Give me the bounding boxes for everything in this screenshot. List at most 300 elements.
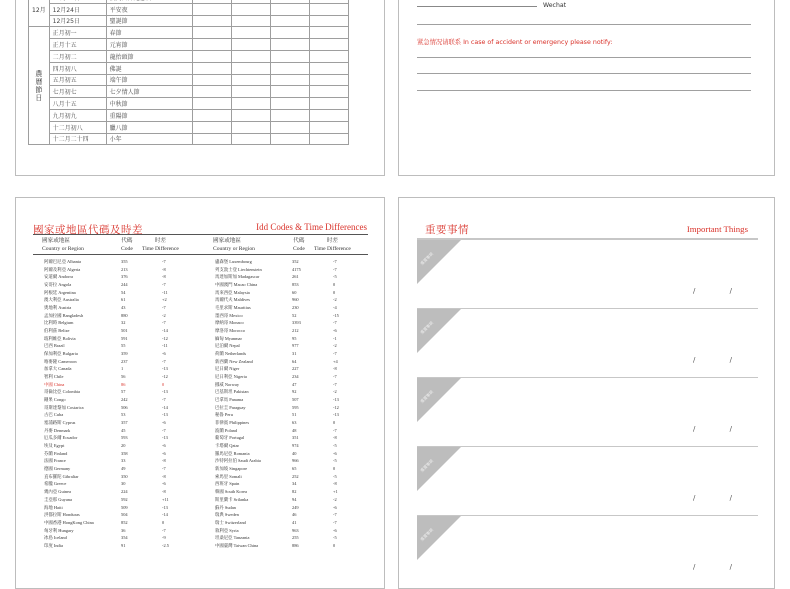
holiday-name: 龍抬頭節 <box>106 50 192 62</box>
idd-time: -2.5 <box>162 542 169 548</box>
blank-cell <box>231 86 270 98</box>
important-title-en: Important Things <box>686 224 748 234</box>
idd-country: 法國 France <box>44 458 66 464</box>
idd-row <box>215 419 375 427</box>
blank-cell <box>192 27 231 39</box>
idd-time: -7 <box>333 374 337 380</box>
idd-time: -7 <box>162 305 166 311</box>
idd-row <box>44 542 204 550</box>
idd-time: -7 <box>162 259 166 264</box>
blank-cell <box>231 3 270 15</box>
idd-country: 菲律賓 Philippines <box>215 420 250 426</box>
idd-time: +4 <box>333 358 338 364</box>
blank-cell <box>192 74 231 86</box>
idd-row <box>215 511 375 519</box>
idd-country: 匈牙利 Hungary <box>44 527 74 533</box>
idd-row <box>215 289 375 297</box>
idd-time: -6 <box>333 527 337 533</box>
idd-time: 0 <box>333 542 336 548</box>
blank-cell <box>231 50 270 62</box>
idd-code: 51 <box>292 412 297 418</box>
idd-time: -7 <box>162 320 166 326</box>
head-country-right: 國家或地區 Country or Region <box>213 238 255 252</box>
head-code: 代碼 Code <box>121 238 133 252</box>
idd-row <box>215 488 375 496</box>
idd-code: 974 <box>292 443 299 449</box>
idd-country: 索馬里 Somali <box>215 473 242 479</box>
idd-row <box>215 473 375 481</box>
idd-country: 智利 Chile <box>44 374 64 380</box>
idd-time: -7 <box>333 512 337 518</box>
idd-row <box>44 304 204 312</box>
idd-time: -7 <box>162 427 166 433</box>
idd-code: 40 <box>292 450 297 456</box>
header-rule <box>33 254 368 255</box>
idd-time: -2 <box>333 389 337 395</box>
idd-row <box>44 404 204 412</box>
idd-country: 安道爾 Andorra <box>44 274 73 280</box>
idd-code: 56 <box>121 374 126 380</box>
idd-country: 秘魯 Peru <box>215 412 233 418</box>
blank-cell <box>231 62 270 74</box>
idd-row <box>44 381 204 389</box>
idd-row <box>44 335 204 343</box>
holiday-name: 七夕情人節 <box>106 86 192 98</box>
idd-country: 緬甸 Myanmar <box>215 335 242 341</box>
idd-code: 82 <box>292 489 297 495</box>
date-slashes: / / <box>693 356 748 364</box>
title-rule <box>33 234 368 235</box>
idd-time: -6 <box>162 450 166 456</box>
idd-country: 韓國 South Korea <box>215 489 247 495</box>
blank-cell <box>270 121 309 133</box>
idd-time: -7 <box>162 397 166 403</box>
idd-time: -8 <box>333 435 337 441</box>
idd-time: -5 <box>333 274 337 280</box>
idd-time: -5 <box>333 458 337 464</box>
idd-code: 213 <box>121 266 128 272</box>
idd-time: -6 <box>333 450 337 456</box>
write-line[interactable] <box>417 24 751 25</box>
blank-cell <box>270 98 309 110</box>
blank-cell <box>231 121 270 133</box>
idd-country: 德國 Germany <box>44 466 71 472</box>
holiday-date: 正月初一 <box>49 27 106 39</box>
head-time: 时差 Time Difference <box>142 238 179 252</box>
idd-row <box>44 411 204 419</box>
idd-code: 54 <box>121 289 126 295</box>
idd-code: 351 <box>292 435 299 441</box>
date-slashes: / / <box>693 494 748 502</box>
idd-country: 阿爾巴尼亞 Albania <box>44 259 81 264</box>
idd-row <box>215 381 375 389</box>
idd-row <box>44 289 204 297</box>
idd-row <box>44 266 204 274</box>
idd-country: 希臘 Greece <box>44 481 67 487</box>
idd-country: 哥倫比亞 Colombia <box>44 389 80 395</box>
idd-row <box>215 396 375 404</box>
idd-row <box>215 465 375 473</box>
idd-time: -14 <box>162 404 168 410</box>
idd-code: 86 <box>121 381 126 387</box>
idd-country: 葡萄牙 Portugal <box>215 435 245 441</box>
idd-country: 海地 Haiti <box>44 504 63 510</box>
blank-cell <box>309 27 348 39</box>
date-slashes: / / <box>693 425 748 433</box>
idd-row <box>44 373 204 381</box>
idd-code: 4175 <box>292 266 301 272</box>
idd-time: -6 <box>162 420 166 426</box>
idd-row <box>215 427 375 435</box>
idd-country: 哥斯達黎加 Costarica <box>44 404 84 410</box>
idd-code: 33 <box>121 458 126 464</box>
blank-cell <box>192 109 231 121</box>
idd-row <box>44 442 204 450</box>
important-title-cn: 重要事情 <box>425 224 469 236</box>
holiday-row <box>29 15 349 27</box>
emergency-title: 紧急情况请联系 In case of accident or emergency please notify: <box>417 39 613 46</box>
idd-country: 新加坡 Singapore <box>215 466 248 472</box>
idd-code: 354 <box>121 535 128 541</box>
idd-row <box>44 319 204 327</box>
idd-country: 剛果 Congo <box>44 397 66 403</box>
month-cell: 12月 <box>29 3 50 15</box>
blank-cell <box>231 74 270 86</box>
idd-time: -13 <box>162 412 168 418</box>
idd-code: 350 <box>121 473 128 479</box>
idd-code: 960 <box>292 297 299 303</box>
idd-code: 212 <box>292 328 299 334</box>
idd-time: +2 <box>162 297 167 303</box>
idd-time: -14 <box>162 512 168 518</box>
idd-code: 507 <box>292 397 299 403</box>
idd-country: 馬爾代夫 Maldives <box>215 297 251 303</box>
idd-code: 852 <box>121 519 128 525</box>
idd-country: 羅馬尼亞 Romania <box>215 450 250 456</box>
idd-code: 95 <box>292 335 297 341</box>
idd-row <box>44 496 204 504</box>
ribbon-label: 重要事項 <box>419 389 435 405</box>
idd-time: -7 <box>333 259 337 264</box>
idd-country: 新西蘭 New Zealand <box>215 358 253 364</box>
idd-code: 57 <box>121 389 126 395</box>
idd-code: 376 <box>121 274 128 280</box>
idd-country: 孟加拉國 Bangladesh <box>44 312 84 318</box>
idd-time: -11 <box>162 343 168 349</box>
important-entry-box[interactable] <box>417 446 758 515</box>
idd-country: 塞浦路斯 Cyprus <box>44 420 76 426</box>
idd-country: 西班牙 Spain <box>215 481 240 487</box>
idd-row <box>44 427 204 435</box>
idd-code: 34 <box>292 481 297 487</box>
idd-code: 593 <box>121 435 128 441</box>
idd-code: 352 <box>292 259 299 264</box>
idd-country: 保加利亞 Bulgaria <box>44 351 78 357</box>
idd-list-right <box>215 258 375 550</box>
idd-time: -6 <box>162 443 166 449</box>
idd-time: -2 <box>333 343 337 349</box>
idd-time: -7 <box>333 351 337 357</box>
idd-time: -12 <box>162 335 168 341</box>
idd-country: 卡塔爾 Qatar <box>215 443 240 449</box>
blank-cell <box>270 62 309 74</box>
idd-code: 48 <box>292 427 297 433</box>
idd-country: 加拿大 Canada <box>44 366 72 372</box>
idd-row <box>215 496 375 504</box>
idd-country: 挪威 Norway <box>215 381 240 387</box>
holiday-name: 聖誕節 <box>106 15 192 27</box>
idd-code: 853 <box>292 282 299 288</box>
idd-country: 伯利茲 Belize <box>44 328 70 334</box>
idd-time: -12 <box>333 404 339 410</box>
holiday-date: 正月十五 <box>49 39 106 51</box>
idd-code: 234 <box>292 374 299 380</box>
idd-title-en: Idd Codes & Time Differences <box>256 222 367 232</box>
idd-country: 盧森堡 Luxembourg <box>215 259 252 264</box>
blank-cell <box>231 27 270 39</box>
idd-code: 52 <box>292 312 297 318</box>
write-line[interactable] <box>417 90 751 91</box>
idd-row <box>44 504 204 512</box>
idd-country: 澳大利亞 Australia <box>44 297 79 303</box>
idd-country: 阿爾及利亞 Algeria <box>44 266 81 272</box>
idd-country: 坦桑尼亞 Tanzania <box>215 535 250 541</box>
idd-row <box>215 519 375 527</box>
idd-row <box>44 388 204 396</box>
idd-time: 0 <box>333 282 336 288</box>
idd-code: 65 <box>292 466 297 472</box>
holiday-name: 平安夜 <box>106 3 192 15</box>
date-slashes: / / <box>693 563 748 571</box>
blank-cell <box>309 98 348 110</box>
idd-time: -13 <box>162 366 168 372</box>
blank-cell <box>309 3 348 15</box>
idd-code: 49 <box>121 466 126 472</box>
idd-country: 冰島 Iceland <box>44 535 67 541</box>
holiday-name: 小年 <box>106 133 192 145</box>
holiday-row <box>29 109 349 121</box>
idd-time: -11 <box>162 289 168 295</box>
idd-row <box>215 365 375 373</box>
idd-row <box>215 411 375 419</box>
idd-row <box>215 304 375 312</box>
idd-row <box>215 442 375 450</box>
idd-row <box>44 281 204 289</box>
idd-row <box>44 473 204 481</box>
idd-row <box>215 266 375 274</box>
idd-time: -8 <box>162 274 166 280</box>
idd-code: 47 <box>292 381 297 387</box>
idd-row <box>44 465 204 473</box>
idd-row <box>215 312 375 320</box>
idd-code: 1 <box>121 366 124 372</box>
idd-time: -6 <box>333 328 337 334</box>
important-entry-box[interactable] <box>417 239 758 308</box>
idd-time: -13 <box>162 435 168 441</box>
idd-row <box>44 434 204 442</box>
idd-code: 501 <box>121 328 128 334</box>
idd-country: 敘利亞 Syria <box>215 527 239 533</box>
idd-time: 0 <box>333 289 336 295</box>
holiday-row <box>29 3 349 15</box>
idd-code: 64 <box>292 358 297 364</box>
idd-code: 41 <box>292 519 297 525</box>
important-entry-box[interactable] <box>417 377 758 446</box>
idd-row <box>215 534 375 542</box>
blank-cell <box>270 133 309 145</box>
idd-row <box>215 527 375 535</box>
important-entry-box[interactable] <box>417 515 758 584</box>
idd-country: 尼日爾 Niger <box>215 366 240 372</box>
idd-row <box>44 358 204 366</box>
idd-code: 261 <box>292 274 299 280</box>
idd-page <box>15 197 385 589</box>
holiday-date: 12月24日 <box>49 3 106 15</box>
write-line[interactable] <box>417 57 751 58</box>
idd-code: 31 <box>292 351 297 357</box>
idd-time: -2 <box>162 312 166 318</box>
holiday-row <box>29 121 349 133</box>
idd-row <box>44 273 204 281</box>
idd-country: 奧地利 Austria <box>44 305 72 311</box>
idd-row <box>44 396 204 404</box>
idd-country: 阿根廷 Argentina <box>44 289 76 295</box>
holiday-row <box>29 98 349 110</box>
blank-cell <box>192 3 231 15</box>
idd-country: 玻利維亞 Bolivia <box>44 335 76 341</box>
holiday-date: 二月初二 <box>49 50 106 62</box>
idd-code: 43 <box>121 305 126 311</box>
blank-cell <box>270 39 309 51</box>
emergency-page <box>398 0 775 176</box>
idd-row <box>44 258 204 266</box>
idd-time: -1 <box>333 335 337 341</box>
idd-code: 32 <box>121 320 126 326</box>
idd-time: -2 <box>333 496 337 502</box>
idd-country: 尼泊爾 Nepal <box>215 343 240 349</box>
idd-country: 巴拿馬 Panama <box>215 397 244 403</box>
idd-country: 波蘭 Poland <box>215 427 238 433</box>
idd-time: -13 <box>333 412 339 418</box>
idd-country: 中國臺灣 Taiwan China <box>215 542 259 548</box>
idd-country: 中國香港 HongKong China <box>44 519 94 525</box>
holiday-name: 中秋節 <box>106 98 192 110</box>
blank-cell <box>309 15 348 27</box>
idd-time: -14 <box>162 328 168 334</box>
holiday-row <box>29 86 349 98</box>
idd-time: -7 <box>333 266 337 272</box>
idd-code: 20 <box>121 443 126 449</box>
idd-code: 249 <box>292 504 299 510</box>
idd-code: 92 <box>292 389 297 395</box>
idd-code: 227 <box>292 366 299 372</box>
idd-code: 504 <box>121 512 128 518</box>
idd-code: 242 <box>121 397 128 403</box>
idd-code: 53 <box>121 412 126 418</box>
idd-code: 3393 <box>292 320 301 326</box>
idd-row <box>44 527 204 535</box>
idd-country: 巴西 Brazil <box>44 343 65 349</box>
idd-row <box>215 273 375 281</box>
idd-country: 厄瓜多爾 Ecuador <box>44 435 78 441</box>
idd-time: -15 <box>333 312 339 318</box>
ribbon-label: 重要事項 <box>419 458 435 474</box>
idd-code: 506 <box>121 404 128 410</box>
blank-cell <box>309 86 348 98</box>
blank-cell <box>270 109 309 121</box>
idd-time: -8 <box>162 266 166 272</box>
idd-row <box>44 350 204 358</box>
idd-row <box>215 319 375 327</box>
idd-row <box>44 480 204 488</box>
idd-time: -2 <box>333 297 337 303</box>
idd-country: 斯里蘭卡 Srilanka <box>215 496 249 502</box>
idd-country: 沙特阿拉伯 Saudi Arabia <box>215 458 261 464</box>
head-code-right: 代碼 Code <box>293 238 305 252</box>
idd-row <box>215 350 375 358</box>
idd-code: 30 <box>121 481 126 487</box>
idd-country: 中國 China <box>44 381 65 387</box>
blank-cell <box>270 3 309 15</box>
idd-code: 963 <box>292 527 299 533</box>
idd-country: 列支敦士登 Liechtenstein <box>215 266 262 272</box>
idd-time: -7 <box>162 466 166 472</box>
idd-country: 尼日利亞 Nigeria <box>215 374 247 380</box>
holiday-date: 七月初七 <box>49 86 106 98</box>
idd-time: -8 <box>333 481 337 487</box>
idd-time: -8 <box>162 473 166 479</box>
idd-row <box>215 388 375 396</box>
idd-code: 244 <box>121 282 128 288</box>
idd-row <box>215 434 375 442</box>
idd-country: 毛里求斯 Mauritius <box>215 305 251 311</box>
write-line[interactable] <box>417 73 751 74</box>
idd-time: +1 <box>333 489 338 495</box>
idd-time: -8 <box>162 458 166 464</box>
important-page <box>398 197 775 589</box>
idd-code: 592 <box>121 496 128 502</box>
idd-code: 359 <box>121 351 128 357</box>
idd-row <box>215 450 375 458</box>
idd-code: 46 <box>292 512 297 518</box>
holiday-date: 十二月二十四 <box>49 133 106 145</box>
holiday-date: 九月初九 <box>49 109 106 121</box>
idd-country: 墨西哥 Mexico <box>215 312 243 318</box>
idd-country: 洪都拉斯 Honduras <box>44 512 80 518</box>
idd-row <box>44 450 204 458</box>
important-entry-box[interactable] <box>417 308 758 377</box>
idd-country: 馬來西亞 Malaysia <box>215 289 250 295</box>
idd-row <box>215 342 375 350</box>
month-cell <box>29 15 50 27</box>
blank-cell <box>309 62 348 74</box>
idd-row <box>44 342 204 350</box>
idd-code: 255 <box>292 535 299 541</box>
idd-time: -6 <box>162 351 166 357</box>
idd-country: 比利時 Belgium <box>44 320 74 326</box>
idd-time: -8 <box>333 366 337 372</box>
idd-code: 36 <box>121 527 126 533</box>
ribbon-label: 重要事項 <box>419 527 435 543</box>
ribbon-label: 重要事項 <box>419 251 435 267</box>
idd-country: 中國澳門 Macao China <box>215 282 258 288</box>
holiday-name: 重陽節 <box>106 109 192 121</box>
idd-row <box>44 511 204 519</box>
holiday-row <box>29 27 349 39</box>
idd-country: 直布羅陀 Gibraltar <box>44 473 79 479</box>
idd-row <box>44 534 204 542</box>
idd-time: -7 <box>162 358 166 364</box>
